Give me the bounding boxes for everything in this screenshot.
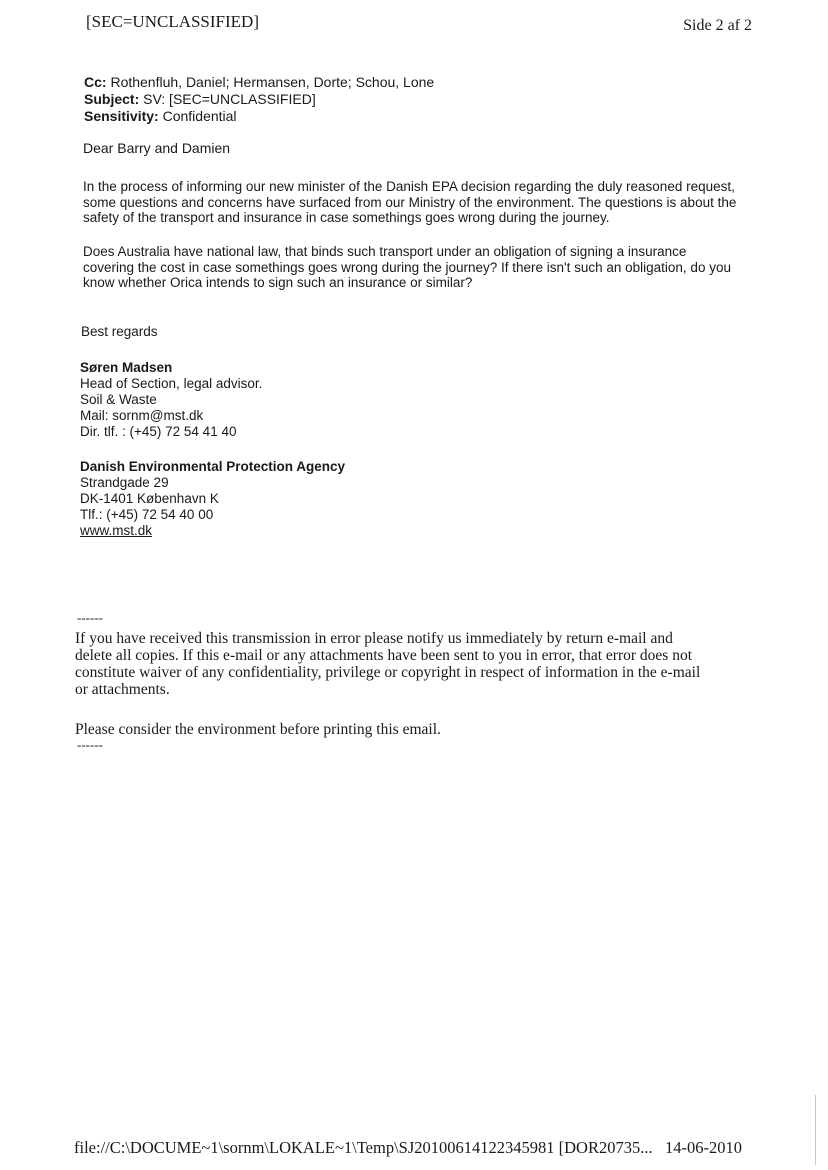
paragraph-1-line: some questions and concerns have surfaced from our Ministry of the environment. The questions is about the bbox=[83, 194, 737, 210]
disclaimer-line: constitute waiver of any confidentiality, privilege or copyright in respect of information in the e-mail bbox=[75, 664, 701, 681]
environment-note: Please consider the environment before printing this email. bbox=[75, 721, 441, 738]
signature-unit: Soil & Waste bbox=[80, 392, 157, 407]
organization-city: DK-1401 København K bbox=[80, 491, 219, 506]
organization-name: Danish Environmental Protection Agency bbox=[80, 459, 346, 474]
paragraph-1 bbox=[83, 179, 753, 226]
disclaimer-text bbox=[75, 630, 755, 698]
footer-date: 14-06-2010 bbox=[665, 1138, 742, 1157]
sensitivity-value: Confidential bbox=[162, 108, 237, 124]
paragraph-2-line: Does Australia have national law, that binds such transport under an obligation of signing a insurance bbox=[83, 244, 687, 259]
signature-name: Søren Madsen bbox=[80, 360, 173, 375]
cc-value: Rothenfluh, Daniel; Hermansen, Dorte; Schou, Lone bbox=[110, 74, 435, 90]
signature-mail: Mail: sornm@mst.dk bbox=[80, 408, 204, 423]
signature-block bbox=[80, 360, 262, 440]
closing: Best regards bbox=[81, 324, 158, 339]
organization-phone: Tlf.: (+45) 72 54 40 00 bbox=[80, 507, 214, 522]
cc-label: Cc: bbox=[84, 74, 107, 90]
separator-bottom: ------ bbox=[77, 737, 103, 752]
subject-value: SV: [SEC=UNCLASSIFIED] bbox=[143, 91, 316, 107]
sensitivity-line bbox=[84, 108, 237, 125]
sensitivity-label: Sensitivity: bbox=[84, 108, 159, 124]
page-number: Side 2 af 2 bbox=[683, 17, 752, 34]
cc-line bbox=[84, 74, 434, 91]
organization-block bbox=[80, 459, 345, 539]
signature-title: Head of Section, legal advisor. bbox=[80, 376, 263, 391]
organization-street: Strandgade 29 bbox=[80, 475, 169, 490]
paragraph-1-line: In the process of informing our new minister of the Danish EPA decision regarding the duly reasoned request, bbox=[83, 179, 735, 194]
disclaimer-line: delete all copies. If this e-mail or any attachments have been sent to you in error, that error does not bbox=[75, 647, 693, 664]
paragraph-2 bbox=[83, 244, 753, 291]
footer-file-path: file://C:\DOCUME~1\sornm\LOKALE~1\Temp\SJ20100614122345981 [DOR20735... bbox=[74, 1138, 653, 1157]
scan-edge-line bbox=[815, 1095, 816, 1165]
paragraph-1-line: safety of the transport and insurance in case somethings goes wrong during the journey. bbox=[83, 210, 610, 225]
paragraph-2-line: know whether Orica intends to sign such an insurance or similar? bbox=[83, 275, 473, 290]
classification-header: [SEC=UNCLASSIFIED] bbox=[86, 12, 259, 31]
subject-label: Subject: bbox=[84, 91, 140, 107]
disclaimer-line: If you have received this transmission in error please notify us immediately by return e-mail and bbox=[75, 630, 673, 647]
signature-phone: Dir. tlf. : (+45) 72 54 41 40 bbox=[80, 424, 237, 439]
subject-line bbox=[84, 91, 316, 108]
website-link[interactable]: www.mst.dk bbox=[80, 523, 153, 538]
separator-top: ------ bbox=[77, 610, 103, 625]
disclaimer-line: or attachments. bbox=[75, 681, 170, 698]
paragraph-2-line: covering the cost in case somethings goes wrong during the journey? If there isn't such an obligation, do you bbox=[83, 259, 731, 275]
greeting: Dear Barry and Damien bbox=[83, 140, 231, 156]
